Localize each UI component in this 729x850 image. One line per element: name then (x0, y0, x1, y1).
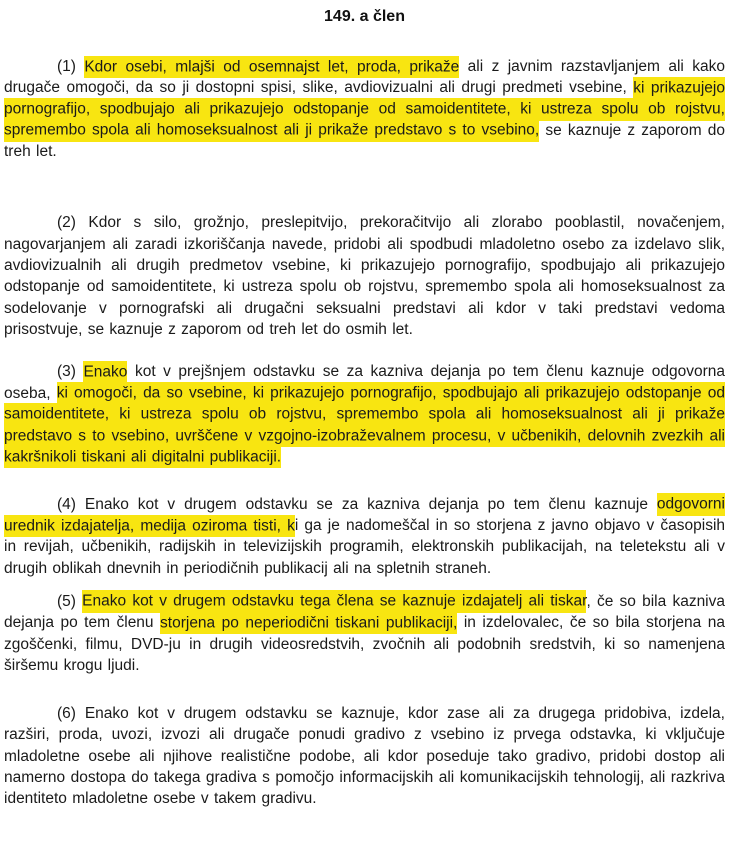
text-segment: , če so bila kazniva dejanja po tem členu (4, 592, 725, 632)
highlighted-text: Kdor osebi, mlajši od osemnajst let, proda, prikaže (84, 56, 459, 79)
highlighted-text: Enako (83, 361, 127, 384)
text-segment: se kaznuje z zaporom do treh let. (4, 121, 725, 161)
paragraph (4, 56, 725, 162)
paragraph (4, 591, 725, 676)
highlighted-text: storjena po neperiodični tiskani publikaciji, (160, 612, 457, 635)
highlighted-text: ki omogoči, da so vsebine, ki prikazujejo pornografijo, spodbujajo ali prikazujejo odstopanje od samoidentitete, ki ustreza spolu ob rojstvu, spremembo spola ali homoseksualnost ali ji prikaže predstavo s to vsebino, uvrščene v vzgojno-izobraževalnem procesu, v učbenikih, delovnih zvezkih ali kakršnikoli tiskani ali digitalni publikaciji. (4, 382, 725, 468)
text-segment: (1) (57, 58, 85, 75)
text-segment: (5) (57, 592, 83, 610)
document-title: 149. a člen (324, 8, 405, 25)
text-segment: (4) Enako kot v drugem odstavku se za kazniva dejanja po tem členu kaznuje (57, 495, 657, 513)
text-segment: (6) Enako kot v drugem odstavku se kaznuje, kdor zase ali za drugega pridobiva, izdela, razširi, proda, uvozi, izvozi ali drugače ponudi gradivo z vsebino iz prvega odstavka, ki vključuje mladoletne osebe ali njihove realistične podobe, ali kdor poseduje tako gradivo, pridobi dostop ali namerno dostopa do takega gradiva s pomočjo informacijskih ali komunikacijskih tehnologij, ali razkriva identiteto mladoletne osebe v takem gradivu. (4, 705, 725, 808)
paragraph (4, 494, 725, 579)
highlighted-text: odgovorni urednik izdajatelja, medija oziroma tisti, k (4, 493, 725, 537)
paragraph (4, 212, 725, 340)
paragraph (4, 703, 725, 809)
paragraph (4, 361, 725, 467)
text-segment: in izdelovalec, če so bila storjena na zgoščenki, filmu, DVD-ju in drugih videosredstvih, zvočnih ali podobnih sredstvih, ki so namenjena širšemu krogu ljudi. (4, 614, 725, 674)
text-segment: (2) Kdor s silo, grožnjo, preslepitvijo, prekoračitvijo ali zlorabo pooblastil, novačenjem, nagovarjanjem ali zaradi izkoriščanja navede, pridobi ali spodbudi mladoletno osebo za izdelavo slik, avdiovizualnih ali drugih predmetov vsebine, ki prikazujejo pornografijo, spodbujajo ali prikazujejo odstopanje od samoidentitete, ki ustreza spolu ob rojstvu, spremembo spola ali homoseksualnost za sodelovanje v pornografski ali drugačni seksualni predstavi ali kdor v taki predstavi vedoma prisostvuje, se kaznuje z zaporom od treh let do osmih let. (4, 214, 725, 338)
text-segment: ali z javnim razstavljanjem ali kako drugače omogoči, da so ji dostopni spisi, slike, avdiovizualni ali drugi predmeti vsebine, (4, 58, 725, 97)
text-segment: (3) (57, 363, 84, 381)
document-body (4, 56, 725, 810)
text-segment: i ga je nadomeščal in so storjena z javno objavo v časopisih in revijah, učbenikih, radijskih in televizijskih programih, elektronskih publikacijah, na teletekstu ali v drugih oblikah dnevnih in periodičnih publikacij ali na spletnih straneh. (4, 517, 726, 577)
text-segment: kot v prejšnjem odstavku se za kazniva dejanja po tem členu kaznuje odgovorna oseba, (4, 363, 725, 402)
highlighted-text: Enako kot v drugem odstavku tega člena se kaznuje izdajatelj ali tiskar (82, 590, 586, 613)
highlighted-text: ki prikazujejo pornografijo, spodbujajo ali prikazujejo odstopanje od samoidentitete, ki ustreza spolu ob rojstvu, spremembo spola ali homoseksualnost ali ji prikaže predstavo s to vsebino, (4, 77, 725, 142)
